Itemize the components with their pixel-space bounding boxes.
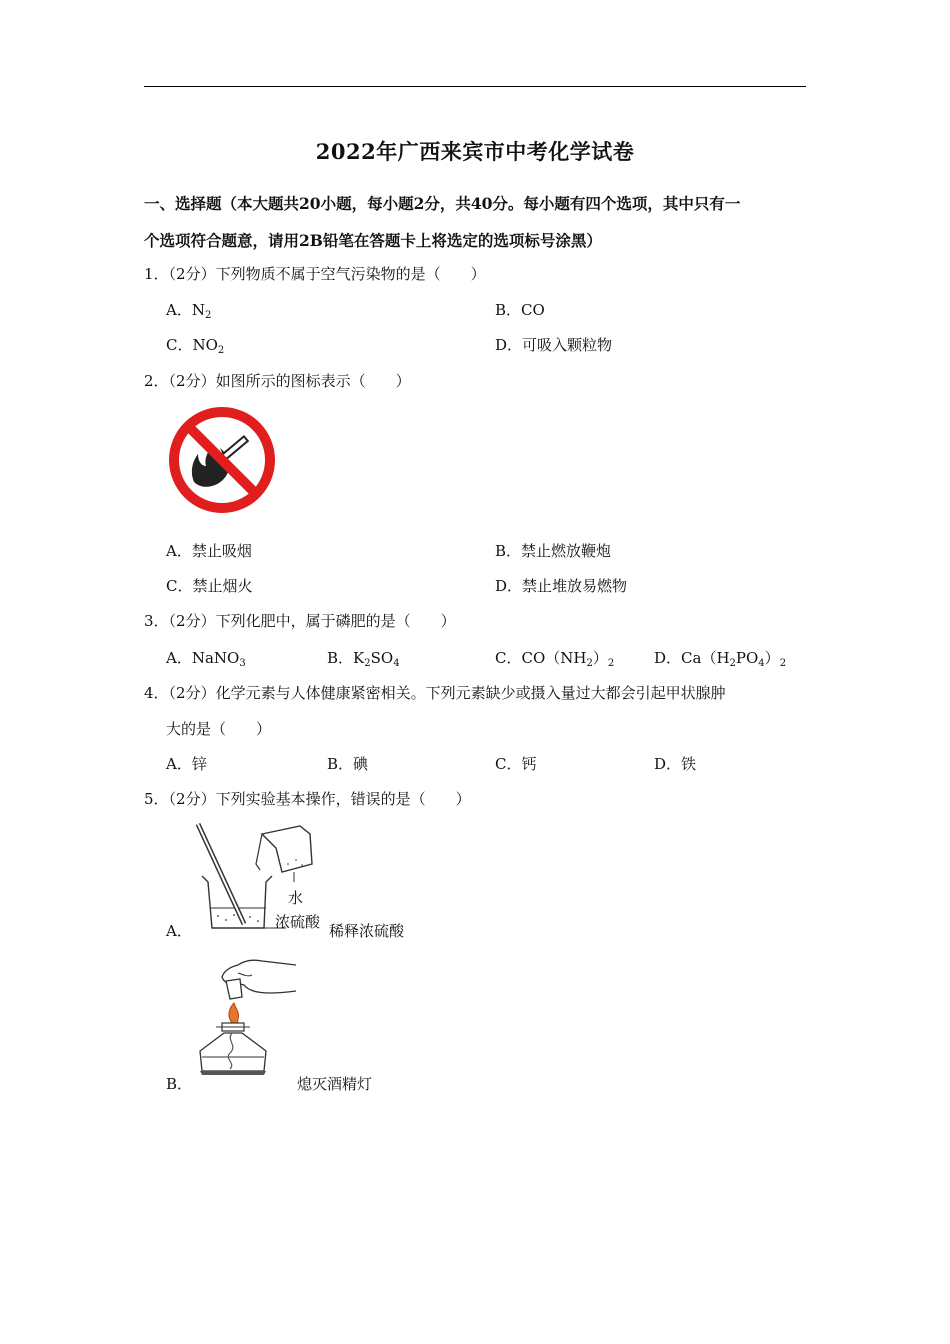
q1-stem: 1．（2分）下列物质不属于空气污染物的是（ ）	[144, 265, 486, 283]
q4-option-a: A．锌	[166, 755, 207, 773]
q2-option-a: A．禁止吸烟	[166, 542, 252, 560]
q1-option-b: B．CO	[495, 301, 545, 319]
header-rule	[144, 86, 806, 87]
no-fire-sign-icon	[166, 404, 278, 516]
q4-stem-line1: 4．（2分）化学元素与人体健康紧密相关。下列元素缺少或摄入量过大都会引起甲状腺肿	[144, 684, 726, 702]
q3-option-a: A．NaNO$_3$	[166, 649, 246, 669]
q5-option-b-label: B．	[166, 1075, 193, 1093]
q2-stem: 2．（2分）如图所示的图标表示（ ）	[144, 372, 411, 390]
q4-stem-line2: 大的是（ ）	[166, 720, 272, 738]
q5-option-a-caption: 稀释浓硫酸	[329, 922, 405, 940]
q4-option-b: B．碘	[327, 755, 369, 773]
section-heading-line2: 个选项符合题意，请用2B铅笔在答题卡上将选定的选项标号涂黑）	[144, 231, 602, 250]
alcohol-lamp-diagram-icon	[192, 953, 300, 1081]
q1-option-c: C．$NO_2$	[166, 336, 225, 356]
q3-option-b: B．$K_2SO_4$	[327, 649, 400, 669]
q2-option-d: D．禁止堆放易燃物	[495, 577, 628, 595]
q2-option-c: C．禁止烟火	[166, 577, 253, 595]
q4-option-c: C．钙	[495, 755, 537, 773]
q5-option-a-label: A．	[166, 922, 192, 940]
q3-stem: 3．（2分）下列化肥中，属于磷肥的是（ ）	[144, 612, 456, 630]
q3-option-c: C．$CO(NH_2)_2$	[495, 649, 615, 669]
fig-a-water-label: 水	[288, 889, 304, 907]
q1-option-d: D．可吸入颗粒物	[495, 336, 613, 354]
q5-option-b-caption: 熄灭酒精灯	[297, 1075, 373, 1093]
q1-option-a: A．$N_2$	[166, 301, 212, 321]
q3-option-d: D．$Ca(H_2PO_4)_2$	[654, 649, 787, 669]
fig-a-acid-label: 浓硫酸	[275, 913, 321, 931]
q5-stem: 5．（2分）下列实验基本操作，错误的是（ ）	[144, 790, 471, 808]
section-heading-line1: 一、选择题（本大题共20小题，每小题2分，共40分。每小题有四个选项，其中只有一	[144, 194, 741, 213]
q2-option-b: B．禁止燃放鞭炮	[495, 542, 612, 560]
page-title: 2022年广西来宾市中考化学试卷	[315, 139, 635, 164]
q4-option-d: D．铁	[654, 755, 697, 773]
